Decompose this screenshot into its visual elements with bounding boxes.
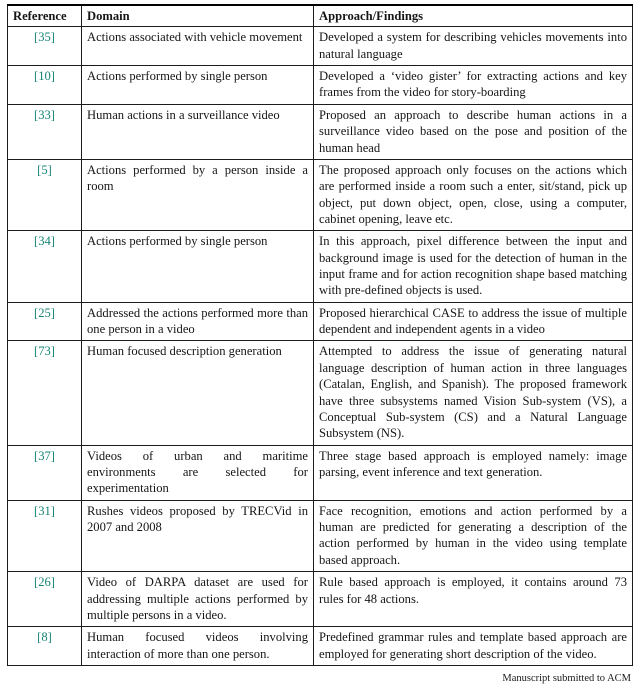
table-row [8, 159, 633, 230]
reference-cell [8, 445, 82, 500]
approach-cell: Developed a ‘video gister’ for extracting actions and key frames from the video for story-boarding [314, 66, 633, 105]
domain-cell: Human actions in a surveillance video [82, 104, 314, 159]
col-header-approach: Approach/Findings [314, 5, 633, 27]
citation-link[interactable]: [10] [34, 69, 55, 84]
table-row [8, 27, 633, 66]
reference-cell [8, 341, 82, 445]
reference-cell [8, 27, 82, 66]
table-row [8, 302, 633, 341]
domain-cell: Addressed the actions performed more than one person in a video [82, 302, 314, 341]
approach-cell: Face recognition, emotions and action performed by a human are predicted for generating a description of the action performed by human in the video using template based approach. [314, 500, 633, 571]
reference-cell [8, 231, 82, 302]
table-header-row [8, 5, 633, 27]
approach-cell: Proposed hierarchical CASE to address the issue of multiple dependent and independent agents in a video [314, 302, 633, 341]
citation-link[interactable]: [73] [34, 344, 55, 359]
approach-cell: In this approach, pixel difference between the input and background image is used for the detection of human in the input frame and for action recognition shape based matching with pre-defined objects is used. [314, 231, 633, 302]
survey-table [7, 4, 633, 666]
table-row [8, 341, 633, 445]
domain-cell: Rushes videos proposed by TRECVid in 2007 and 2008 [82, 500, 314, 571]
reference-cell [8, 104, 82, 159]
reference-cell [8, 627, 82, 666]
citation-link[interactable]: [33] [34, 107, 55, 122]
domain-cell: Videos of urban and maritime environments are selected for experimentation [82, 445, 314, 500]
manuscript-footer: Manuscript submitted to ACM [502, 672, 631, 684]
table-row [8, 231, 633, 302]
citation-link[interactable]: [8] [37, 630, 52, 645]
citation-link[interactable]: [35] [34, 30, 55, 45]
approach-cell: The proposed approach only focuses on the actions which are performed inside a room such a enter, sit/stand, pick up object, put down object, open, close, using a computer, cabinet opening, leave etc. [314, 159, 633, 230]
approach-cell: Developed a system for describing vehicles movements into natural language [314, 27, 633, 66]
domain-cell: Video of DARPA dataset are used for addressing multiple actions performed by multiple persons in a video. [82, 572, 314, 627]
approach-cell: Attempted to address the issue of generating natural language description of human action in three languages (Catalan, English, and Spanish). The proposed framework have three subsystems named Vision Sub-system (VS), a Conceptual Sub-system (CS) and a Natural Language Subsystem (NS). [314, 341, 633, 445]
citation-link[interactable]: [37] [34, 448, 55, 463]
table-row [8, 627, 633, 666]
col-header-reference: Reference [8, 5, 82, 27]
reference-cell [8, 159, 82, 230]
table-row [8, 572, 633, 627]
reference-cell [8, 66, 82, 105]
approach-cell: Rule based approach is employed, it contains around 73 rules for 48 actions. [314, 572, 633, 627]
table-row [8, 66, 633, 105]
approach-cell: Predefined grammar rules and template based approach are employed for generating short description of the video. [314, 627, 633, 666]
citation-link[interactable]: [5] [37, 162, 52, 177]
citation-link[interactable]: [25] [34, 305, 55, 320]
citation-link[interactable]: [26] [34, 575, 55, 590]
table-row [8, 104, 633, 159]
approach-cell: Proposed an approach to describe human actions in a surveillance video based on the pose and position of the human head [314, 104, 633, 159]
domain-cell: Actions associated with vehicle movement [82, 27, 314, 66]
reference-cell [8, 302, 82, 341]
domain-cell: Actions performed by single person [82, 66, 314, 105]
domain-cell: Actions performed by single person [82, 231, 314, 302]
approach-cell: Three stage based approach is employed namely: image parsing, event inference and text generation. [314, 445, 633, 500]
citation-link[interactable]: [31] [34, 503, 55, 518]
domain-cell: Human focused videos involving interaction of more than one person. [82, 627, 314, 666]
reference-cell [8, 572, 82, 627]
reference-cell [8, 500, 82, 571]
citation-link[interactable]: [34] [34, 234, 55, 249]
table-row [8, 445, 633, 500]
domain-cell: Actions performed by a person inside a room [82, 159, 314, 230]
col-header-domain: Domain [82, 5, 314, 27]
domain-cell: Human focused description generation [82, 341, 314, 445]
table-row [8, 500, 633, 571]
